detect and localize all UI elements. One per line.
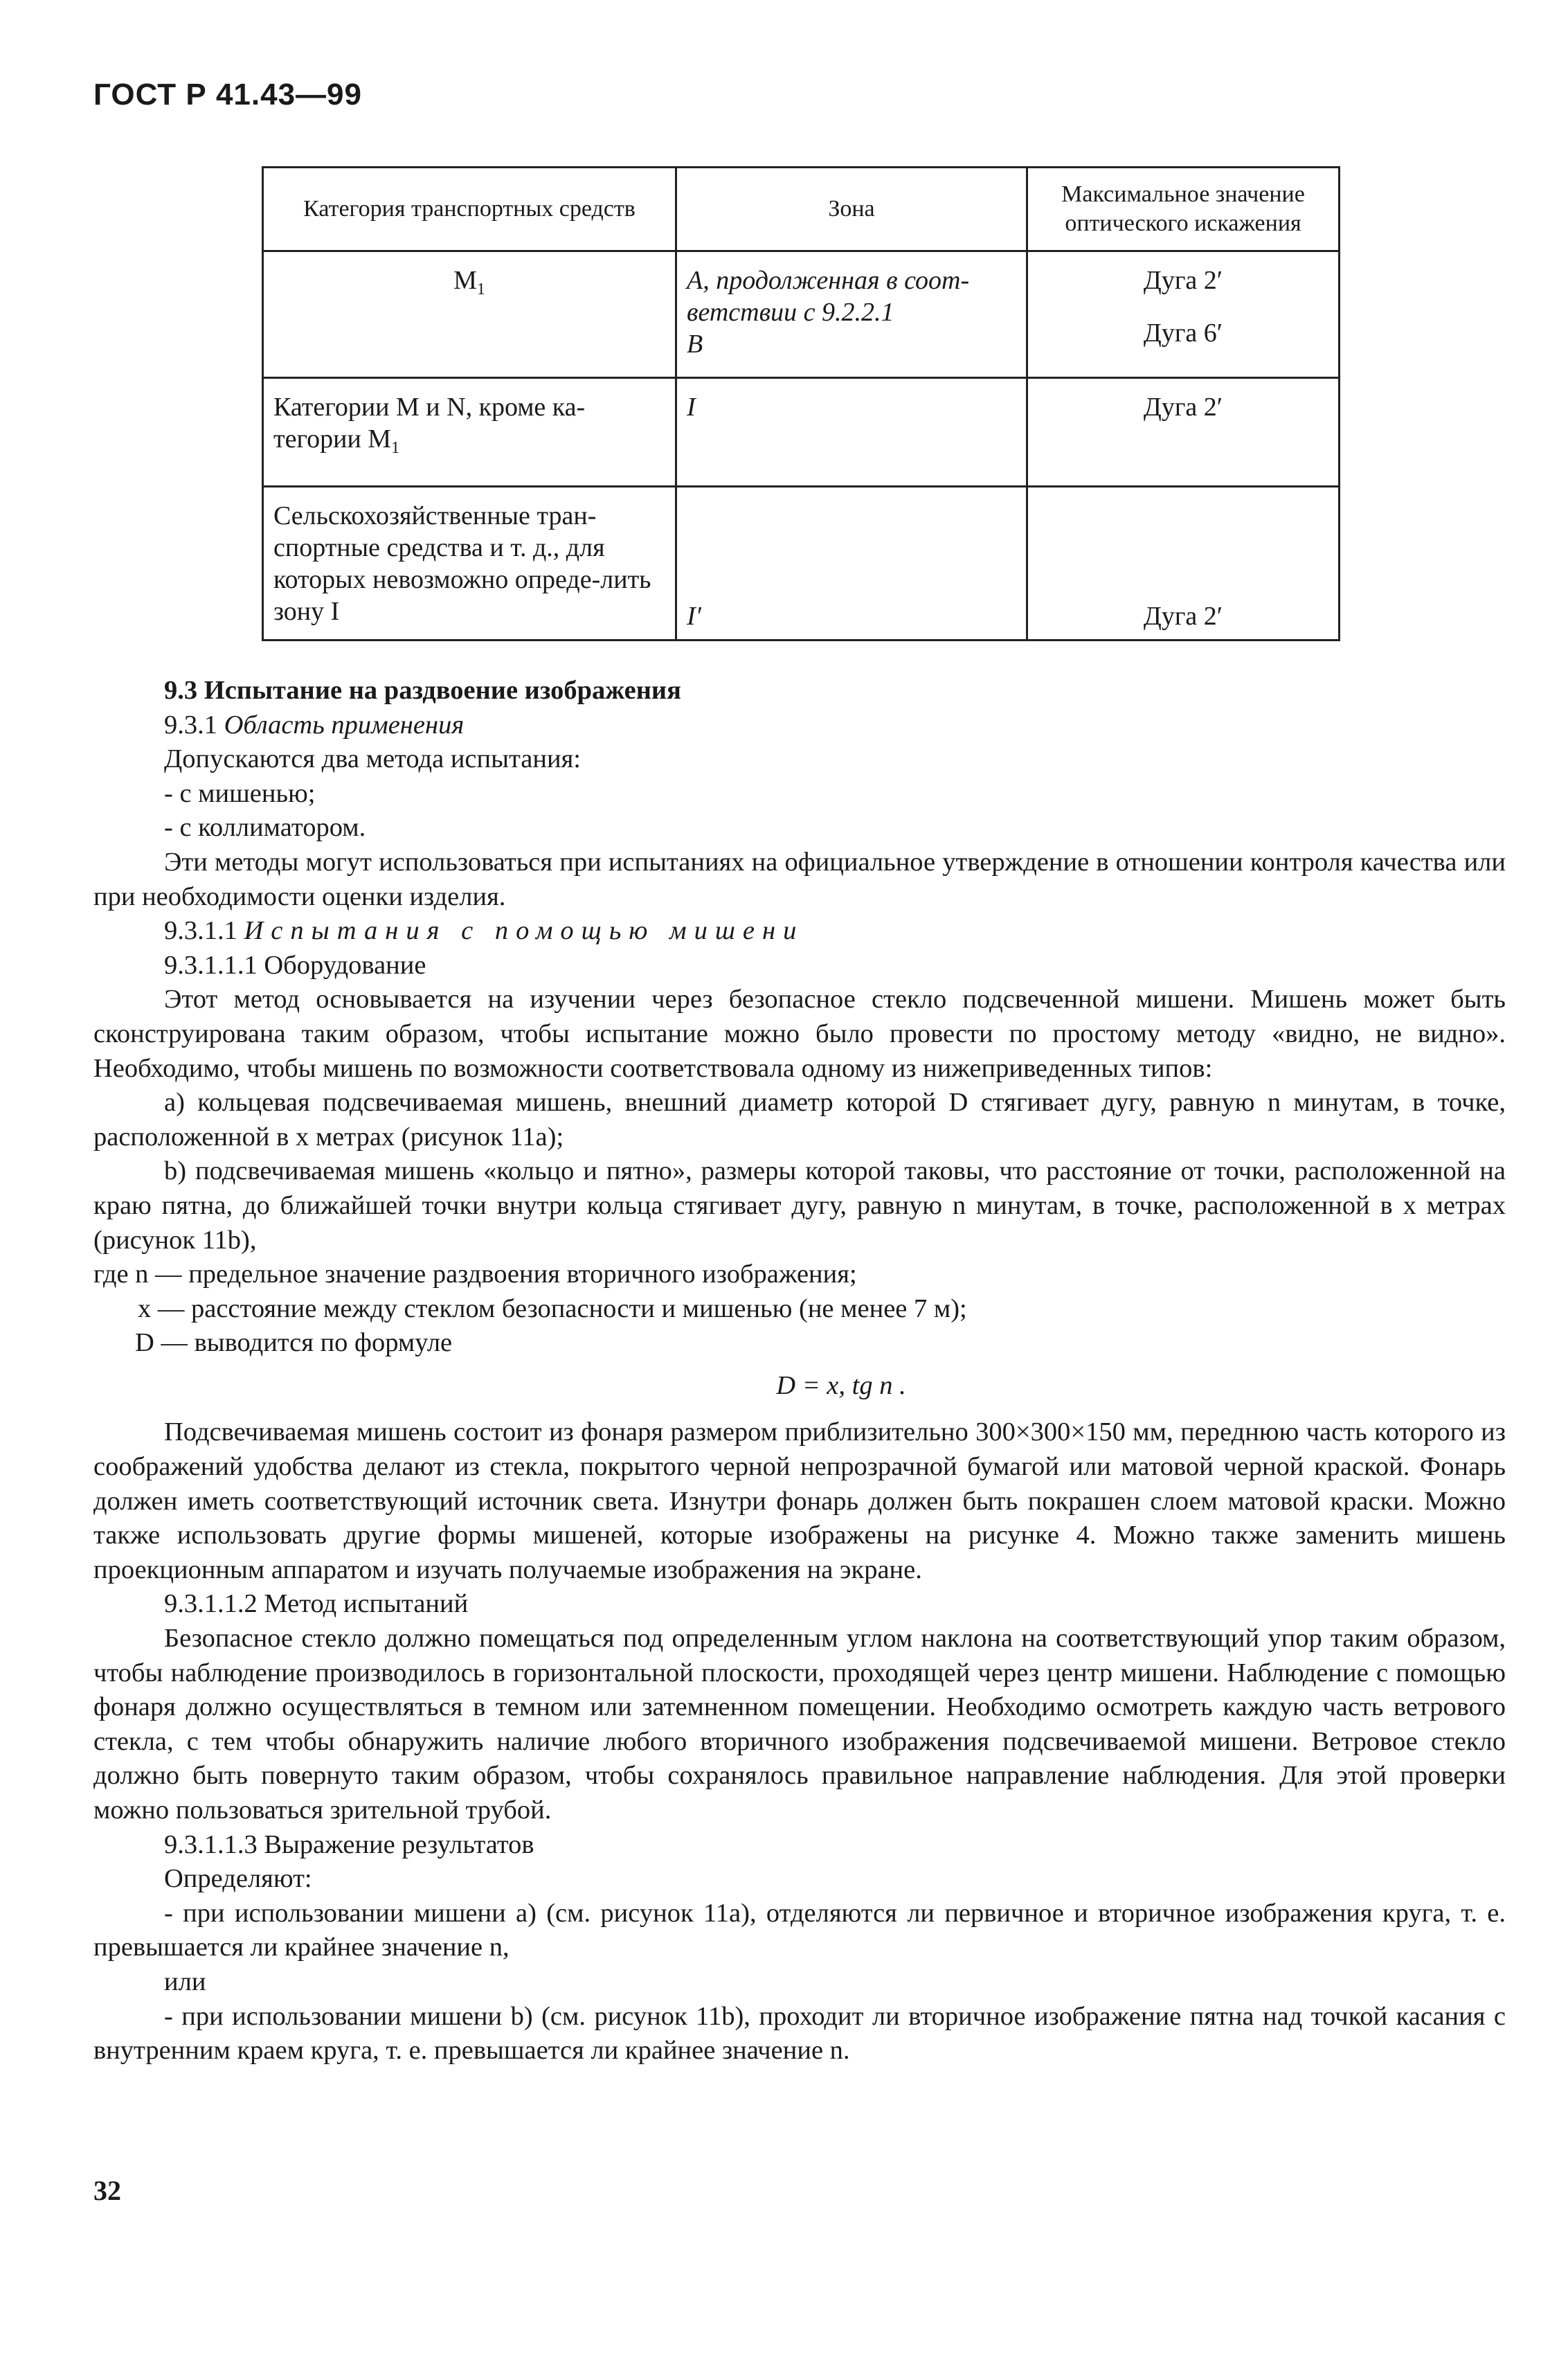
paragraph: Эти методы могут использоваться при испытаниях на официальное утверждение в отношении контроля качества или при необходимости оценки изделия. xyxy=(93,847,1506,911)
value-line: Дуга 2′ xyxy=(1143,266,1223,295)
list-item: - при использовании мишени a) (см. рисунок 11a), отделяются ли первичное и вторичное изображения круга, т. е. превышается ли крайнее значение n, xyxy=(93,1898,1506,1962)
table-row xyxy=(263,251,1340,378)
table-cell-value: Дуга 2′ xyxy=(1027,378,1340,487)
table-row xyxy=(263,378,1340,487)
paragraph: Безопасное стекло должно помещаться под определенным углом наклона на соответствующий упор таким образом, чтобы наблюдение производилось в горизонтальной плоскости, проходящей через центр мишени. Наблюдение с помощью фонаря должно осуществляться в темном или затемненном помещении. Необходимо осмотреть каждую часть ветрового стекла, с тем чтобы обнаружить наличие любого вторичного изображения подсвечиваемой мишени. Ветровое стекло должно быть повернуто таким образом, чтобы сохранялось правильное направление наблюдения. Для этой проверки можно пользоваться зрительной трубой. xyxy=(93,1624,1506,1825)
page-number: 32 xyxy=(93,2175,121,2206)
paragraph: Допускаются два метода испытания: xyxy=(164,744,581,774)
table-row xyxy=(263,487,1340,641)
list-item: - с мишенью; xyxy=(164,778,316,808)
zone-line: A, продолженная в соот-ветствии с 9.2.2.1 xyxy=(687,266,970,327)
list-item: - с коллиматором. xyxy=(164,813,366,843)
definitions xyxy=(93,1257,1506,1361)
paragraph: или xyxy=(164,1967,206,1996)
zone-line: B xyxy=(687,330,703,359)
category-text: M xyxy=(453,266,477,295)
distortion-table xyxy=(262,166,1340,641)
list-item: b) подсвечиваемая мишень «кольцо и пятно», размеры которой таковы, что расстояние от точки, расположенной на краю пятна, до ближайшей точки внутри кольца стягивает дугу, равную n минутам, в точке, расположенной в x метрах (рисунок 11b), xyxy=(93,1156,1506,1255)
table-cell-zone xyxy=(676,251,1027,378)
category-subscript: 1 xyxy=(391,439,400,457)
table-cell-value xyxy=(1027,251,1340,378)
table-cell-value: Дуга 2′ xyxy=(1027,487,1340,641)
definition: где n — предельное значение раздвоения вторичного изображения; xyxy=(93,1260,857,1289)
table-cell-category: Сельскохозяйственные тран-спортные средства и т. д., для которых невозможно опреде-лить зону I xyxy=(263,487,676,641)
definition: x — расстояние между стеклом безопасности и мишенью (не менее 7 м); xyxy=(138,1293,967,1323)
paragraph: Этот метод основывается на изучении через безопасное стекло подсвеченной мишени. Мишень может быть сконструирована таким образом, чтобы испытание можно было провести по простому методу «видно, не видно». Необходимо, чтобы мишень по возможности соответствовала одному из нижеприведенных типов: xyxy=(93,985,1506,1083)
table-cell-zone: I xyxy=(676,378,1027,487)
document-body xyxy=(93,674,1506,2068)
paragraph: Подсвечиваемая мишень состоит из фонаря размером приблизительно 300×300×150 мм, переднюю часть которого из соображений удобства делают из стекла, покрытого черной непрозрачной бумагой или матовой черной краской. Фонарь должен иметь соответствующий источник света. Изнутри фонарь должен быть покрашен слоем матовой краски. Можно также использовать другие формы мишеней, которые изображены на рисунке 4. Можно также заменить мишень проекционным аппаратом и изучать получаемые изображения на экране. xyxy=(93,1417,1506,1584)
subsection-heading: 9.3.1.1 Испытания с помощью мишени xyxy=(164,916,804,946)
paragraph: Определяют: xyxy=(164,1864,312,1894)
value-line: Дуга 6′ xyxy=(1143,319,1223,348)
table-header-category: Категория транспортных средств xyxy=(263,168,676,251)
category-text: Категории M и N, кроме ка-тегории M xyxy=(273,393,586,454)
subsection-heading: 9.3.1 Область применения xyxy=(164,710,465,740)
category-subscript: 1 xyxy=(476,280,485,298)
formula: D = x, tg n . xyxy=(776,1370,906,1400)
subsection-heading: 9.3.1.1.2 Метод испытаний xyxy=(164,1589,469,1619)
section-heading: 9.3 Испытание на раздвоение изображения xyxy=(164,676,681,705)
definition: D — выводится по формуле xyxy=(135,1328,453,1358)
table-header-zone: Зона xyxy=(676,168,1027,251)
table-cell-category xyxy=(263,251,676,378)
table-cell-category xyxy=(263,378,676,487)
document-header: ГОСТ Р 41.43—99 xyxy=(93,78,362,111)
table-header-max-value: Максимальное значение оптического искажения xyxy=(1027,168,1340,251)
table-header-row xyxy=(263,168,1340,251)
list-item: - при использовании мишени b) (см. рисунок 11b), проходит ли вторичное изображение пятна над точкой касания с внутренним краем круга, т. е. превышается ли крайнее значение n. xyxy=(93,2001,1506,2066)
subsection-heading: 9.3.1.1.1 Оборудование xyxy=(164,950,426,980)
table-cell-zone: I′ xyxy=(676,487,1027,641)
list-item: a) кольцевая подсвечиваемая мишень, внешний диаметр которой D стягивает дугу, равную n минутам, в точке, расположенной в x метрах (рисунок 11a); xyxy=(93,1088,1506,1152)
subsection-heading: 9.3.1.1.3 Выражение результатов xyxy=(164,1829,534,1859)
